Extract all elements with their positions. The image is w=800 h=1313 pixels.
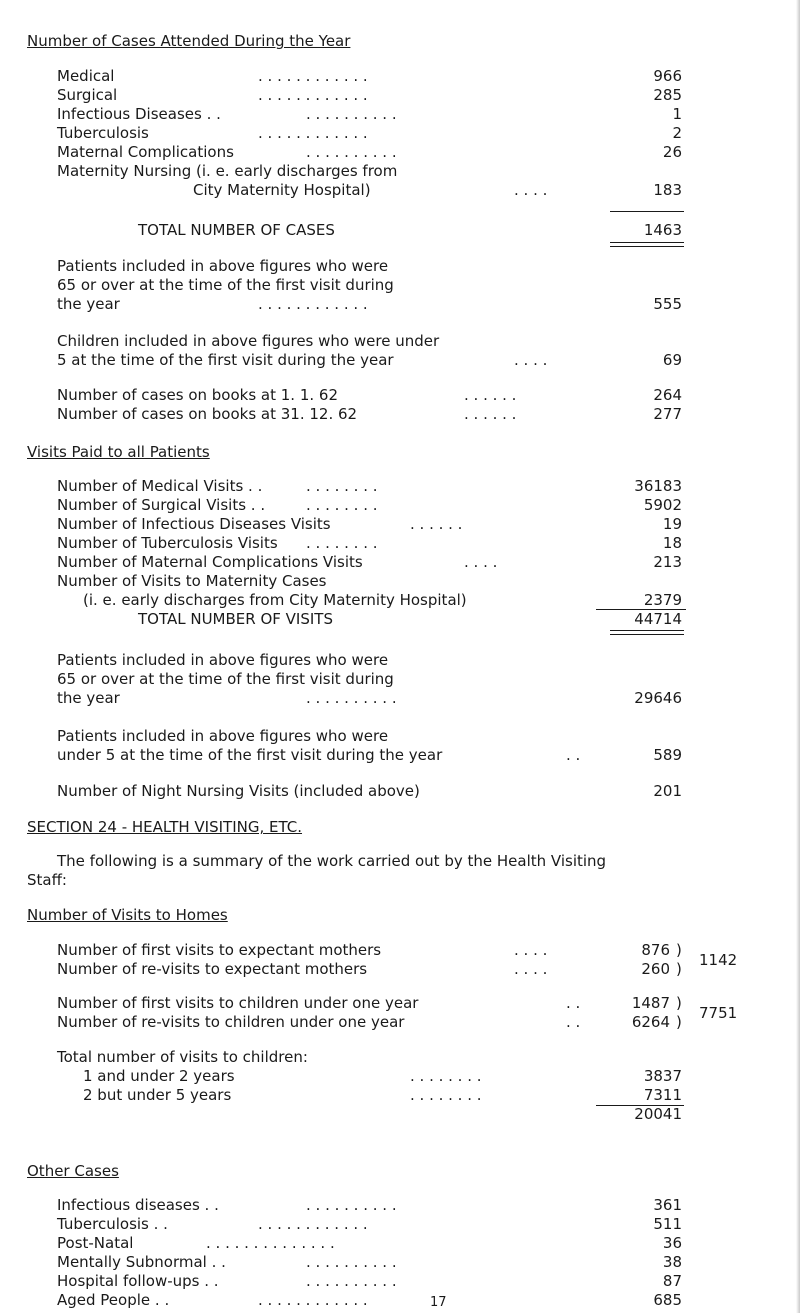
over65-value: 555: [653, 295, 682, 313]
over65-line3: the year: [57, 295, 120, 313]
section24-intro-line2: Staff:: [27, 871, 67, 889]
over65-line1: Patients included in above figures who were: [57, 257, 389, 275]
case-row-value: 966: [653, 67, 682, 85]
age-row-value: 3837: [643, 1067, 682, 1085]
visit-row-label: Number of Infectious Diseases Visits: [57, 515, 331, 533]
other-row-value: 36: [662, 1234, 682, 1252]
maternity-value: 183: [653, 181, 682, 199]
home-row-value: 6264: [631, 1013, 670, 1031]
maternity-line2: City Maternity Hospital): [193, 181, 371, 199]
visit-row-value: 18: [662, 534, 682, 552]
home-row-value: 260: [641, 960, 670, 978]
night-visits-label: Number of Night Nursing Visits (included above): [57, 782, 420, 800]
leader-dots: . . . . . . . . . . . .: [258, 67, 368, 85]
leader-dots: . . . . . . . . . .: [306, 1272, 397, 1290]
over65-line2: 65 or over at the time of the first visit during: [57, 276, 394, 294]
leader-dots: . . . .: [514, 181, 548, 199]
visits-over65-line2: 65 or over at the time of the first visit during: [57, 670, 394, 688]
visits-under5-line2: under 5 at the time of the first visit during the year: [57, 746, 443, 764]
homes-heading: Number of Visits to Homes: [27, 906, 228, 924]
section24-heading: SECTION 24 - HEALTH VISITING, ETC.: [27, 818, 303, 836]
home-row-label: Number of re-visits to expectant mothers: [57, 960, 368, 978]
bracket: ): [676, 1013, 682, 1031]
children-visits-total: 20041: [634, 1105, 682, 1123]
visits-heading: Visits Paid to all Patients: [27, 443, 210, 461]
case-row-label: Maternal Complications: [57, 143, 234, 161]
visits-over65-value: 29646: [634, 689, 682, 707]
other-heading: Other Cases: [27, 1162, 119, 1180]
other-row-label: Aged People . .: [57, 1291, 170, 1309]
leader-dots: . . . . . . . .: [306, 496, 378, 514]
total-cases-value: 1463: [643, 221, 682, 239]
books-start-label: Number of cases on books at 1. 1. 62: [57, 386, 339, 404]
leader-dots: . . . .: [514, 941, 548, 959]
leader-dots: . . . . . . . . . .: [306, 105, 397, 123]
double-rule-bottom: [610, 246, 684, 247]
children-visits-label: Total number of visits to children:: [57, 1048, 308, 1066]
visits-over65-line3: the year: [57, 689, 120, 707]
group2-total: 7751: [699, 1004, 738, 1022]
leader-dots: . . . . . . . . . .: [306, 1253, 397, 1271]
leader-dots: . . . . . . . .: [410, 1086, 482, 1104]
home-row-label: Number of first visits to expectant mothers: [57, 941, 382, 959]
visit-row-value: 5902: [643, 496, 682, 514]
visit-row-value: 36183: [634, 477, 682, 495]
age-row-value: 7311: [643, 1086, 682, 1104]
other-row-label: Hospital follow-ups . .: [57, 1272, 219, 1290]
bracket: ): [676, 994, 682, 1012]
books-end-value: 277: [653, 405, 682, 423]
leader-dots: . . . . . .: [410, 515, 463, 533]
case-row-value: 1: [672, 105, 682, 123]
leader-dots: . . . . . . . . . . . .: [258, 1291, 368, 1309]
visit-row-label: Number of Medical Visits . .: [57, 477, 263, 495]
double-rule-bottom: [610, 634, 684, 635]
maternity-line1: Maternity Nursing (i. e. early discharges from: [57, 162, 398, 180]
leader-dots: . . . . . . . . . . . .: [258, 86, 368, 104]
visit-row-label: Number of Tuberculosis Visits: [57, 534, 278, 552]
other-row-label: Mentally Subnormal . .: [57, 1253, 226, 1271]
leader-dots: . . . .: [464, 553, 498, 571]
maternity-visits-line1: Number of Visits to Maternity Cases: [57, 572, 327, 590]
age-row-label: 1 and under 2 years: [83, 1067, 235, 1085]
page-number: 17: [430, 1295, 447, 1310]
leader-dots: . . . .: [514, 351, 548, 369]
rule: [610, 211, 684, 212]
double-rule-top: [610, 242, 684, 243]
visits-over65-line1: Patients included in above figures who were: [57, 651, 389, 669]
section24-intro-line1: The following is a summary of the work carried out by the Health Visiting: [57, 852, 607, 870]
other-row-value: 38: [662, 1253, 682, 1271]
leader-dots: . .: [566, 746, 581, 764]
other-row-label: Tuberculosis . .: [57, 1215, 168, 1233]
other-row-label: Post-Natal: [57, 1234, 134, 1252]
visit-row-value: 19: [662, 515, 682, 533]
cases-heading: Number of Cases Attended During the Year: [27, 32, 351, 50]
home-row-value: 1487: [631, 994, 670, 1012]
total-visits-value: 44714: [634, 610, 682, 628]
visits-under5-value: 589: [653, 746, 682, 764]
leader-dots: . . . . . . . .: [410, 1067, 482, 1085]
case-row-value: 26: [662, 143, 682, 161]
leader-dots: . . . . . . . . . .: [306, 1196, 397, 1214]
bracket: ): [676, 941, 682, 959]
leader-dots: . . . . . . . . . . . . . .: [206, 1234, 335, 1252]
leader-dots: . . . . . . . . . . . .: [258, 1215, 368, 1233]
children-value: 69: [662, 351, 682, 369]
age-row-label: 2 but under 5 years: [83, 1086, 232, 1104]
double-rule-top: [610, 630, 684, 631]
other-row-value: 361: [653, 1196, 682, 1214]
leader-dots: . .: [566, 1013, 581, 1031]
visits-under5-line1: Patients included in above figures who were: [57, 727, 389, 745]
leader-dots: . . . . . . . . . . . .: [258, 124, 368, 142]
home-row-value: 876: [641, 941, 670, 959]
case-row-label: Tuberculosis: [57, 124, 149, 142]
total-visits-label: TOTAL NUMBER OF VISITS: [138, 610, 333, 628]
total-cases-label: TOTAL NUMBER OF CASES: [138, 221, 335, 239]
leader-dots: . . . . . .: [464, 405, 517, 423]
leader-dots: . . . . . . . . . . . .: [258, 295, 368, 313]
visit-row-label: Number of Maternal Complications Visits: [57, 553, 363, 571]
group1-total: 1142: [699, 951, 738, 969]
books-end-label: Number of cases on books at 31. 12. 62: [57, 405, 358, 423]
visit-row-label: Number of Surgical Visits . .: [57, 496, 266, 514]
leader-dots: . .: [566, 994, 581, 1012]
case-row-label: Surgical: [57, 86, 118, 104]
other-row-label: Infectious diseases . .: [57, 1196, 219, 1214]
children-line2: 5 at the time of the first visit during the year: [57, 351, 394, 369]
leader-dots: . . . . . . . . . .: [306, 143, 397, 161]
case-row-label: Infectious Diseases . .: [57, 105, 221, 123]
other-row-value: 87: [662, 1272, 682, 1290]
other-row-value: 685: [653, 1291, 682, 1309]
maternity-visits-value: 2379: [643, 591, 682, 609]
other-row-value: 511: [653, 1215, 682, 1233]
leader-dots: . . . . . . . .: [306, 477, 378, 495]
leader-dots: . . . . . . . . . .: [306, 689, 397, 707]
case-row-value: 285: [653, 86, 682, 104]
children-line1: Children included in above figures who were under: [57, 332, 440, 350]
maternity-visits-line2: (i. e. early discharges from City Maternity Hospital): [83, 591, 467, 609]
bracket: ): [676, 960, 682, 978]
books-start-value: 264: [653, 386, 682, 404]
page-edge-shadow: [796, 0, 800, 1313]
home-row-label: Number of re-visits to children under one year: [57, 1013, 405, 1031]
home-row-label: Number of first visits to children under one year: [57, 994, 419, 1012]
case-row-value: 2: [672, 124, 682, 142]
leader-dots: . . . .: [514, 960, 548, 978]
night-visits-value: 201: [653, 782, 682, 800]
case-row-label: Medical: [57, 67, 115, 85]
leader-dots: . . . . . .: [464, 386, 517, 404]
visit-row-value: 213: [653, 553, 682, 571]
leader-dots: . . . . . . . .: [306, 534, 378, 552]
